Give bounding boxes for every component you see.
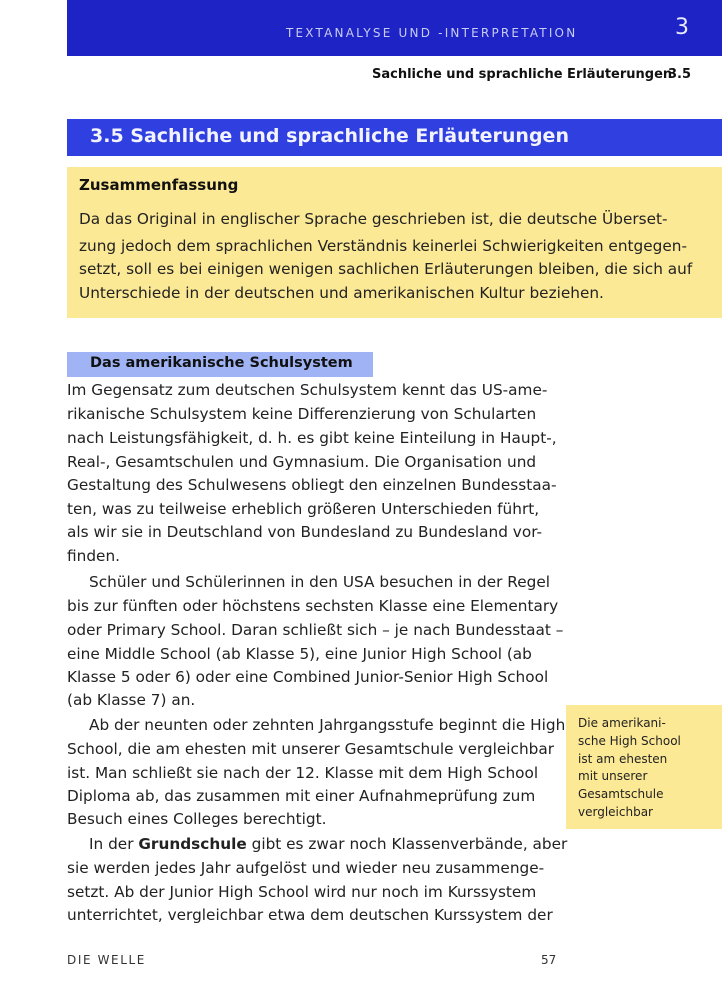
body-line: (ab Klasse 7) an. [67, 691, 196, 709]
body-line: nach Leistungsfähigkeit, d. h. es gibt keine Einteilung in Haupt-, [67, 429, 557, 447]
body-line: Klasse 5 oder 6) oder eine Combined Junior-Senior High School [67, 668, 549, 686]
body-line: School, die am ehesten mit unserer Gesamtschule vergleichbar [67, 740, 555, 758]
margin-note-line: Gesamtschule [578, 787, 664, 801]
summary-line: zung jedoch dem sprachlichen Verständnis keinerlei Schwierigkeiten entgegen- [79, 237, 687, 255]
body-text: gibt es zwar noch Klassenverbände, aber [246, 835, 568, 853]
margin-note-line: mit unserer [578, 769, 648, 783]
margin-note-line: Die amerikani- [578, 716, 666, 730]
body-line: als wir sie in Deutschland von Bundesland zu Bundesland vor- [67, 523, 543, 541]
highlighted-term: Grundschule [138, 835, 247, 853]
body-line: sie werden jedes Jahr aufgelöst und wieder neu zusammenge- [67, 859, 545, 877]
margin-note-line: ist am ehesten [578, 752, 668, 766]
body-line: bis zur fünften oder höchstens sechsten Klasse eine Elementary [67, 597, 559, 615]
body-line: Besuch eines Colleges berechtigt. [67, 810, 327, 828]
running-head-number: 3.5 [668, 67, 692, 82]
chapter-title: TEXTANALYSE UND -INTERPRETATION [286, 26, 578, 40]
subsection-title: Das amerikanische Schulsystem [90, 355, 353, 371]
body-line: Real-, Gesamtschulen und Gymnasium. Die Organisation und [67, 453, 537, 471]
body-line: finden. [67, 547, 121, 565]
body-line: Gestaltung des Schulwesens obliegt den einzelnen Bundesstaa- [67, 476, 557, 494]
page-number: 57 [541, 953, 557, 967]
summary-line: setzt, soll es bei einigen wenigen sachlichen Erläuterungen bleiben, die sich auf [79, 260, 693, 278]
body-line: setzt. Ab der Junior High School wird nur noch im Kurssystem [67, 883, 537, 901]
running-head: Sachliche und sprachliche Erläuterungen [372, 67, 673, 82]
body-line: rikanische Schulsystem keine Differenzierung von Schularten [67, 405, 537, 423]
margin-note-line: vergleichbar [578, 805, 653, 819]
summary-line: Da das Original in englischer Sprache geschrieben ist, die deutsche Überset- [79, 210, 668, 228]
margin-note-line: sche High School [578, 734, 681, 748]
body-line: ist. Man schließt sie nach der 12. Klasse mit dem High School [67, 764, 539, 782]
chapter-number: 3 [675, 15, 689, 40]
section-title: 3.5 Sachliche und sprachliche Erläuterungen [90, 125, 569, 147]
body-line: oder Primary School. Daran schließt sich – je nach Bundesstaat – [67, 621, 564, 639]
body-line: Ab der neunten oder zehnten Jahrgangsstufe beginnt die High [89, 716, 566, 734]
body-line: Schüler und Schülerinnen in den USA besuchen in der Regel [89, 573, 551, 591]
body-text: In der [89, 835, 139, 853]
summary-heading: Zusammenfassung [79, 176, 239, 194]
body-line: Im Gegensatz zum deutschen Schulsystem kennt das US-ame- [67, 381, 548, 399]
body-line: Diploma ab, das zusammen mit einer Aufnahmeprüfung zum [67, 787, 536, 805]
body-line [89, 835, 567, 853]
body-line: eine Middle School (ab Klasse 5), eine Junior High School (ab [67, 645, 532, 663]
footer-publisher: DIE WELLE [67, 953, 146, 967]
summary-line: Unterschiede in der deutschen und amerikanischen Kultur beziehen. [79, 284, 604, 302]
body-line: ten, was zu teilweise erheblich größeren Unterschieden führt, [67, 500, 540, 518]
body-line: unterrichtet, vergleichbar etwa dem deutschen Kurssystem der [67, 906, 553, 924]
